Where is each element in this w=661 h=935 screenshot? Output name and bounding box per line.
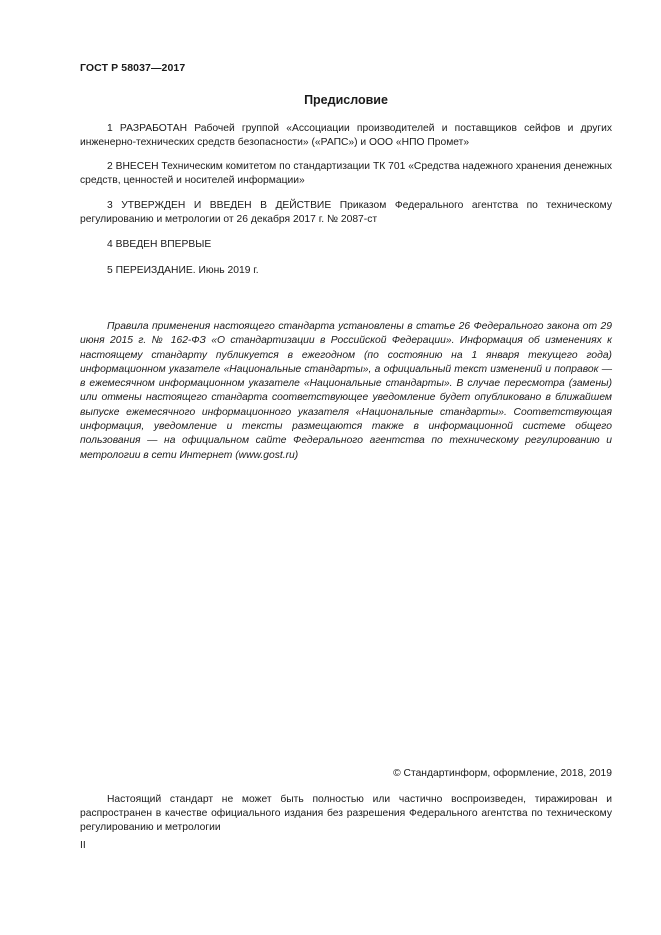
reproduction-notice: Настоящий стандарт не может быть полностью или частично воспроизведен, тиражирован и распространен в качестве официального издания без разрешения Федерального агентства по техническому регулированию и метрологии (80, 794, 612, 834)
foreword-item-first-time: 4 ВВЕДЕН ВПЕРВЫЕ (107, 239, 212, 250)
foreword-item-approved: 3 УТВЕРЖДЕН И ВВЕДЕН В ДЕЙСТВИЕ Приказом Федерального агентства по техническому регулированию и метрологии от 26 декабря 2017 г. № 2087-ст (80, 200, 612, 226)
copyright-notice: © Стандартинформ, оформление, 2018, 2019 (393, 768, 612, 779)
foreword-item-introduced: 2 ВНЕСЕН Техническим комитетом по стандартизации ТК 701 «Средства надежного хранения денежных средств, ценностей и носителей информации» (80, 161, 612, 187)
foreword-title: Предисловие (304, 93, 388, 107)
page-number: II (80, 840, 86, 851)
application-rules-note: Правила применения настоящего стандарта установлены в статье 26 Федерального закона от 29 июня 2015 г. № 162-ФЗ «О стандартизации в Российской Федерации». Информация об изменениях к настоящему стандарту публикуется в ежегодном (по состоянию на 1 января текущего года) информационном указателе «Национальные стандарты», а официальный текст изменений и поправок — в ежемесячном информационном указателе «Национальные стандарты». В случае пересмотра (замены) или отмены настоящего стандарта соответствующее уведомление будет опубликовано в ближайшем выпуске ежемесячного информационного указателя «Национальные стандарты». Соответствующая информация, уведомление и тексты размещаются также в информационной системе общего пользования — на официальном сайте Федерального агентства по техническому регулированию и метрологии в сети Интернет (www.gost.ru) (80, 321, 612, 461)
foreword-item-developed: 1 РАЗРАБОТАН Рабочей группой «Ассоциации производителей и поставщиков сейфов и других инженерно-технических средств безопасности» («РАПС») и ООО «НПО Промет» (80, 123, 612, 149)
standard-code: ГОСТ Р 58037—2017 (80, 62, 186, 74)
foreword-item-reissue: 5 ПЕРЕИЗДАНИЕ. Июнь 2019 г. (107, 265, 259, 276)
